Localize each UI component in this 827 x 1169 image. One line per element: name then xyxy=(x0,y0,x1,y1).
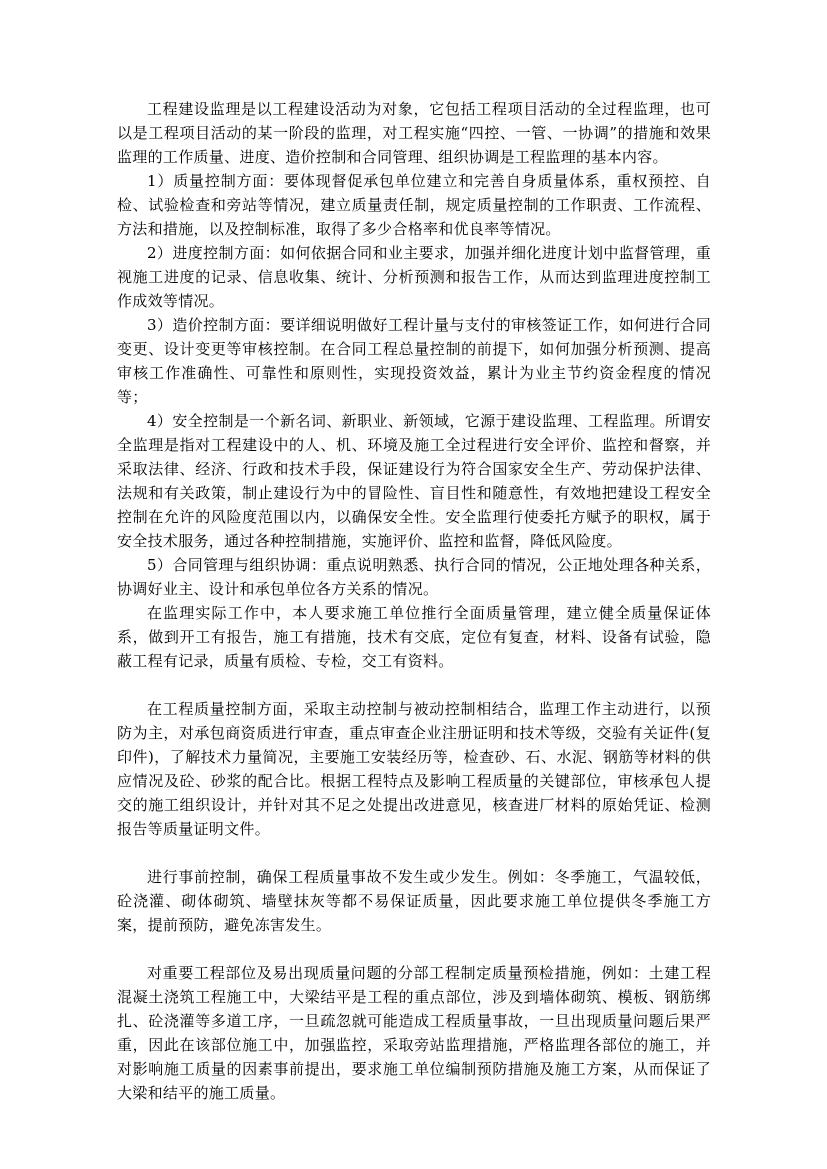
contract-coordination-paragraph: 5）合同管理与组织协调：重点说明熟悉、执行合同的情况，公正地处理各种关系，协调好业主、设计和承包单位各方关系的情况。 xyxy=(117,556,711,598)
paragraph-spacer xyxy=(117,673,711,697)
schedule-control-paragraph: 2）进度控制方面：如何依据合同和业主要求，加强并细化进度计划中监督管理，重视施工进度的记录、信息收集、统计、分析预测和报告工作，从而达到监理进度控制工作成效等情况。 xyxy=(117,244,711,310)
quality-control-paragraph: 1）质量控制方面：要体现督促承包单位建立和完善自身质量体系，重权预控、自检、试验检查和旁站等情况，建立质量责任制，规定质量控制的工作职责、工作流程、方法和措施，以及控制标准，取得了多少合格率和优良率等情况。 xyxy=(117,172,711,238)
paragraph-spacer xyxy=(117,841,711,865)
safety-control-paragraph: 4）安全控制是一个新名词、新职业、新领域，它源于建设监理、工程监理。所谓安全监理是指对工程建设中的人、机、环境及施工全过程进行安全评价、监控和督察，并采取法律、经济、行政和技术手段，保证建设行为符合国家安全生产、劳动保护法律、法规和有关政策，制止建设行为中的冒险性、盲目性和随意性，有效地把建设工程安全控制在允许的风险度范围以内，以确保安全性。安全监理行使委托方赋予的职权，属于安全技术服务，通过各种控制措施，实施评价、监控和监督，降低风险度。 xyxy=(117,412,711,550)
prior-control-paragraph: 进行事前控制，确保工程质量事故不发生或少发生。例如：冬季施工，气温较低，砼浇灌、砌体砌筑、墙壁抹灰等都不易保证质量，因此要求施工单位提供冬季施工方案，提前预防，避免冻害发生。 xyxy=(117,868,711,934)
supervision-practice-paragraph: 在监理实际工作中，本人要求施工单位推行全面质量管理，建立健全质量保证体系，做到开工有报告，施工有措施，技术有交底，定位有复查，材料、设备有试验，隐蔽工程有记录，质量有质检、专检，交工有资料。 xyxy=(117,604,711,670)
cost-control-paragraph: 3）造价控制方面：要详细说明做好工程计量与支付的审核签证工作，如何进行合同变更、设计变更等审核控制。在合同工程总量控制的前提下，如何加强分析预测、提高审核工作准确性、可靠性和原则性，实现投资效益，累计为业主节约资金程度的情况等； xyxy=(117,316,711,406)
document-body xyxy=(117,97,711,1105)
quality-approach-paragraph: 在工程质量控制方面，采取主动控制与被动控制相结合，监理工作主动进行，以预防为主，对承包商资质进行审查，重点审查企业注册证明和技术等级，交验有关证件(复印件)，了解技术力量简况，主要施工安装经历等，检查砂、石、水泥、钢筋等材料的供应情况及砼、砂浆的配合比。根据工程特点及影响工程质量的关键部位，审核承包人提交的施工组织设计，并针对其不足之处提出改进意见，核查进厂材料的原始凭证、检测报告等质量证明文件。 xyxy=(117,700,711,838)
intro-paragraph: 工程建设监理是以工程建设活动为对象，它包括工程项目活动的全过程监理，也可以是工程项目活动的某一阶段的监理，对工程实施“四控、一管、一协调”的措施和效果 监理的工作质量、进度、造价控制和合同管理、组织协调是工程监理的基本内容。 xyxy=(117,100,711,166)
paragraph-spacer xyxy=(117,937,711,961)
key-parts-paragraph: 对重要工程部位及易出现质量问题的分部工程制定质量预检措施，例如：土建工程混凝土浇筑工程施工中，大梁结平是工程的重点部位，涉及到墙体砌筑、模板、钢筋绑扎、砼浇灌等多道工序，一旦疏忽就可能造成工程质量事故，一旦出现质量问题后果严重，因此在该部位施工中，加强监控，采取旁站监理措施，严格监理各部位的施工，并对影响施工质量的因素事前提出，要求施工单位编制预防措施及施工方案，从而保证了大梁和结平的施工质量。 xyxy=(117,964,711,1102)
